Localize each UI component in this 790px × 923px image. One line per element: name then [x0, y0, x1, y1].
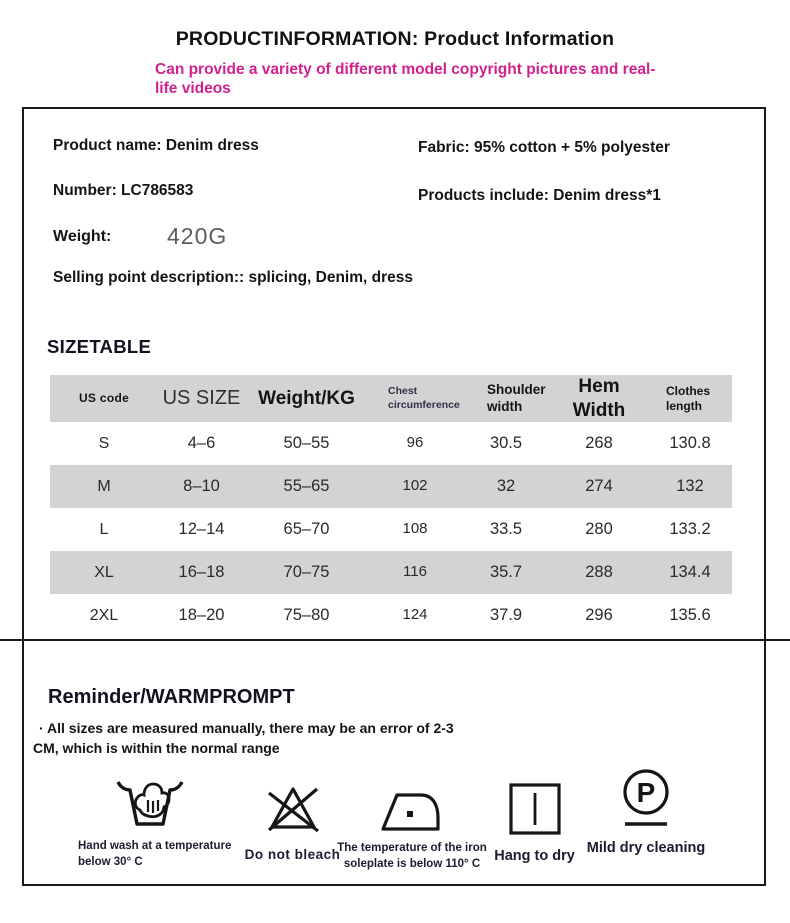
- table-cell: 4–6: [187, 434, 216, 453]
- table-cell: 50–55: [283, 434, 330, 453]
- table-row-m: [50, 465, 732, 508]
- size-table-header-row: [50, 375, 732, 422]
- table-cell: 2XL: [89, 606, 119, 624]
- table-cell: 280: [585, 520, 613, 539]
- care-item-label: Do not bleach: [244, 847, 341, 862]
- table-row-xl: [50, 551, 732, 594]
- table-row-2xl: [50, 594, 732, 637]
- hang-to-dry-icon: [508, 770, 562, 836]
- table-cell: 16–18: [178, 563, 225, 582]
- table-cell: L: [99, 520, 109, 538]
- table-cell: 32: [496, 477, 516, 496]
- table-cell: 130.8: [669, 434, 711, 453]
- col-header-us-code: US code: [78, 391, 130, 405]
- reminder-heading: Reminder/WARMPROMPT: [48, 686, 295, 708]
- table-cell: 135.6: [669, 606, 711, 625]
- care-item-label: Mild dry cleaning: [586, 840, 706, 856]
- section-divider: [0, 639, 790, 641]
- table-cell: 124: [402, 606, 428, 624]
- table-cell: 55–65: [283, 477, 330, 496]
- col-header-hem-width: Hem Width: [572, 375, 626, 421]
- table-cell: 102: [402, 477, 428, 495]
- reminder-note-line-1: · All sizes are measured manually, there may be an error of 2-3: [39, 720, 454, 736]
- col-header-chest-circumference: Chest circumference: [388, 385, 460, 411]
- table-cell: 274: [585, 477, 613, 496]
- product-name: Product name: Denim dress: [53, 137, 259, 154]
- page-title: PRODUCTINFORMATION: Product Information: [175, 28, 615, 50]
- subtitle: Can provide a variety of different model copyright pictures and real-life videos: [155, 61, 656, 98]
- table-row-s: [50, 422, 732, 465]
- table-cell: 116: [403, 563, 427, 581]
- product-number: Number: LC786583: [53, 182, 194, 199]
- product-weight-value: 420G: [167, 223, 228, 249]
- product-weight-label: Weight:: [53, 228, 112, 245]
- table-cell: 133.2: [669, 520, 711, 539]
- care-item-hand-wash: [60, 768, 240, 870]
- table-cell: S: [98, 434, 110, 452]
- svg-text:P: P: [636, 777, 656, 808]
- reminder-note-line-2: CM, which is within the normal range: [33, 740, 280, 756]
- table-cell: 30.5: [489, 434, 523, 453]
- table-cell: 70–75: [283, 563, 330, 582]
- care-item-mild-dry-cleaning: [572, 764, 720, 858]
- table-cell: 35.7: [489, 563, 523, 582]
- table-cell: 134.4: [669, 563, 711, 582]
- table-cell: XL: [94, 563, 114, 581]
- iron-low-temperature-icon: [378, 770, 446, 836]
- product-fabric: Fabric: 95% cotton + 5% polyester: [418, 139, 670, 156]
- hand-wash-icon: [110, 768, 190, 834]
- care-item-iron-low: [326, 770, 498, 872]
- table-cell: 8–10: [183, 477, 220, 496]
- size-table: [50, 375, 732, 637]
- care-item-label: Hand wash at a temperature below 30° C: [78, 840, 232, 869]
- product-selling-point: Selling point description:: splicing, Denim, dress: [53, 269, 413, 286]
- table-cell: 268: [585, 434, 613, 453]
- table-cell: 65–70: [283, 520, 330, 539]
- col-header-weight-kg: Weight/KG: [258, 387, 355, 409]
- size-table-heading: SIZETABLE: [47, 336, 152, 357]
- table-row-l: [50, 508, 732, 551]
- table-cell: 132: [676, 477, 704, 496]
- table-cell: 33.5: [489, 520, 523, 539]
- table-cell: 12–14: [178, 520, 225, 539]
- table-cell: 18–20: [178, 606, 225, 625]
- col-header-clothes-length: Clothes length: [666, 383, 711, 413]
- table-cell: 37.9: [489, 606, 523, 625]
- col-header-us-size: US SIZE: [162, 387, 241, 409]
- table-cell: M: [97, 477, 111, 495]
- do-not-bleach-icon: [260, 770, 326, 836]
- table-cell: 288: [585, 563, 613, 582]
- mild-dry-cleaning-icon: [615, 764, 677, 830]
- table-cell: 108: [402, 520, 428, 538]
- table-cell: 75–80: [283, 606, 330, 625]
- care-item-label: Hang to dry: [494, 848, 575, 864]
- col-header-shoulder-width: Shoulder width: [487, 381, 546, 414]
- product-includes: Products include: Denim dress*1: [418, 187, 661, 204]
- table-cell: 96: [406, 434, 424, 452]
- care-item-label: The temperature of the iron soleplate is below 110° C: [337, 842, 487, 871]
- table-cell: 296: [585, 606, 613, 625]
